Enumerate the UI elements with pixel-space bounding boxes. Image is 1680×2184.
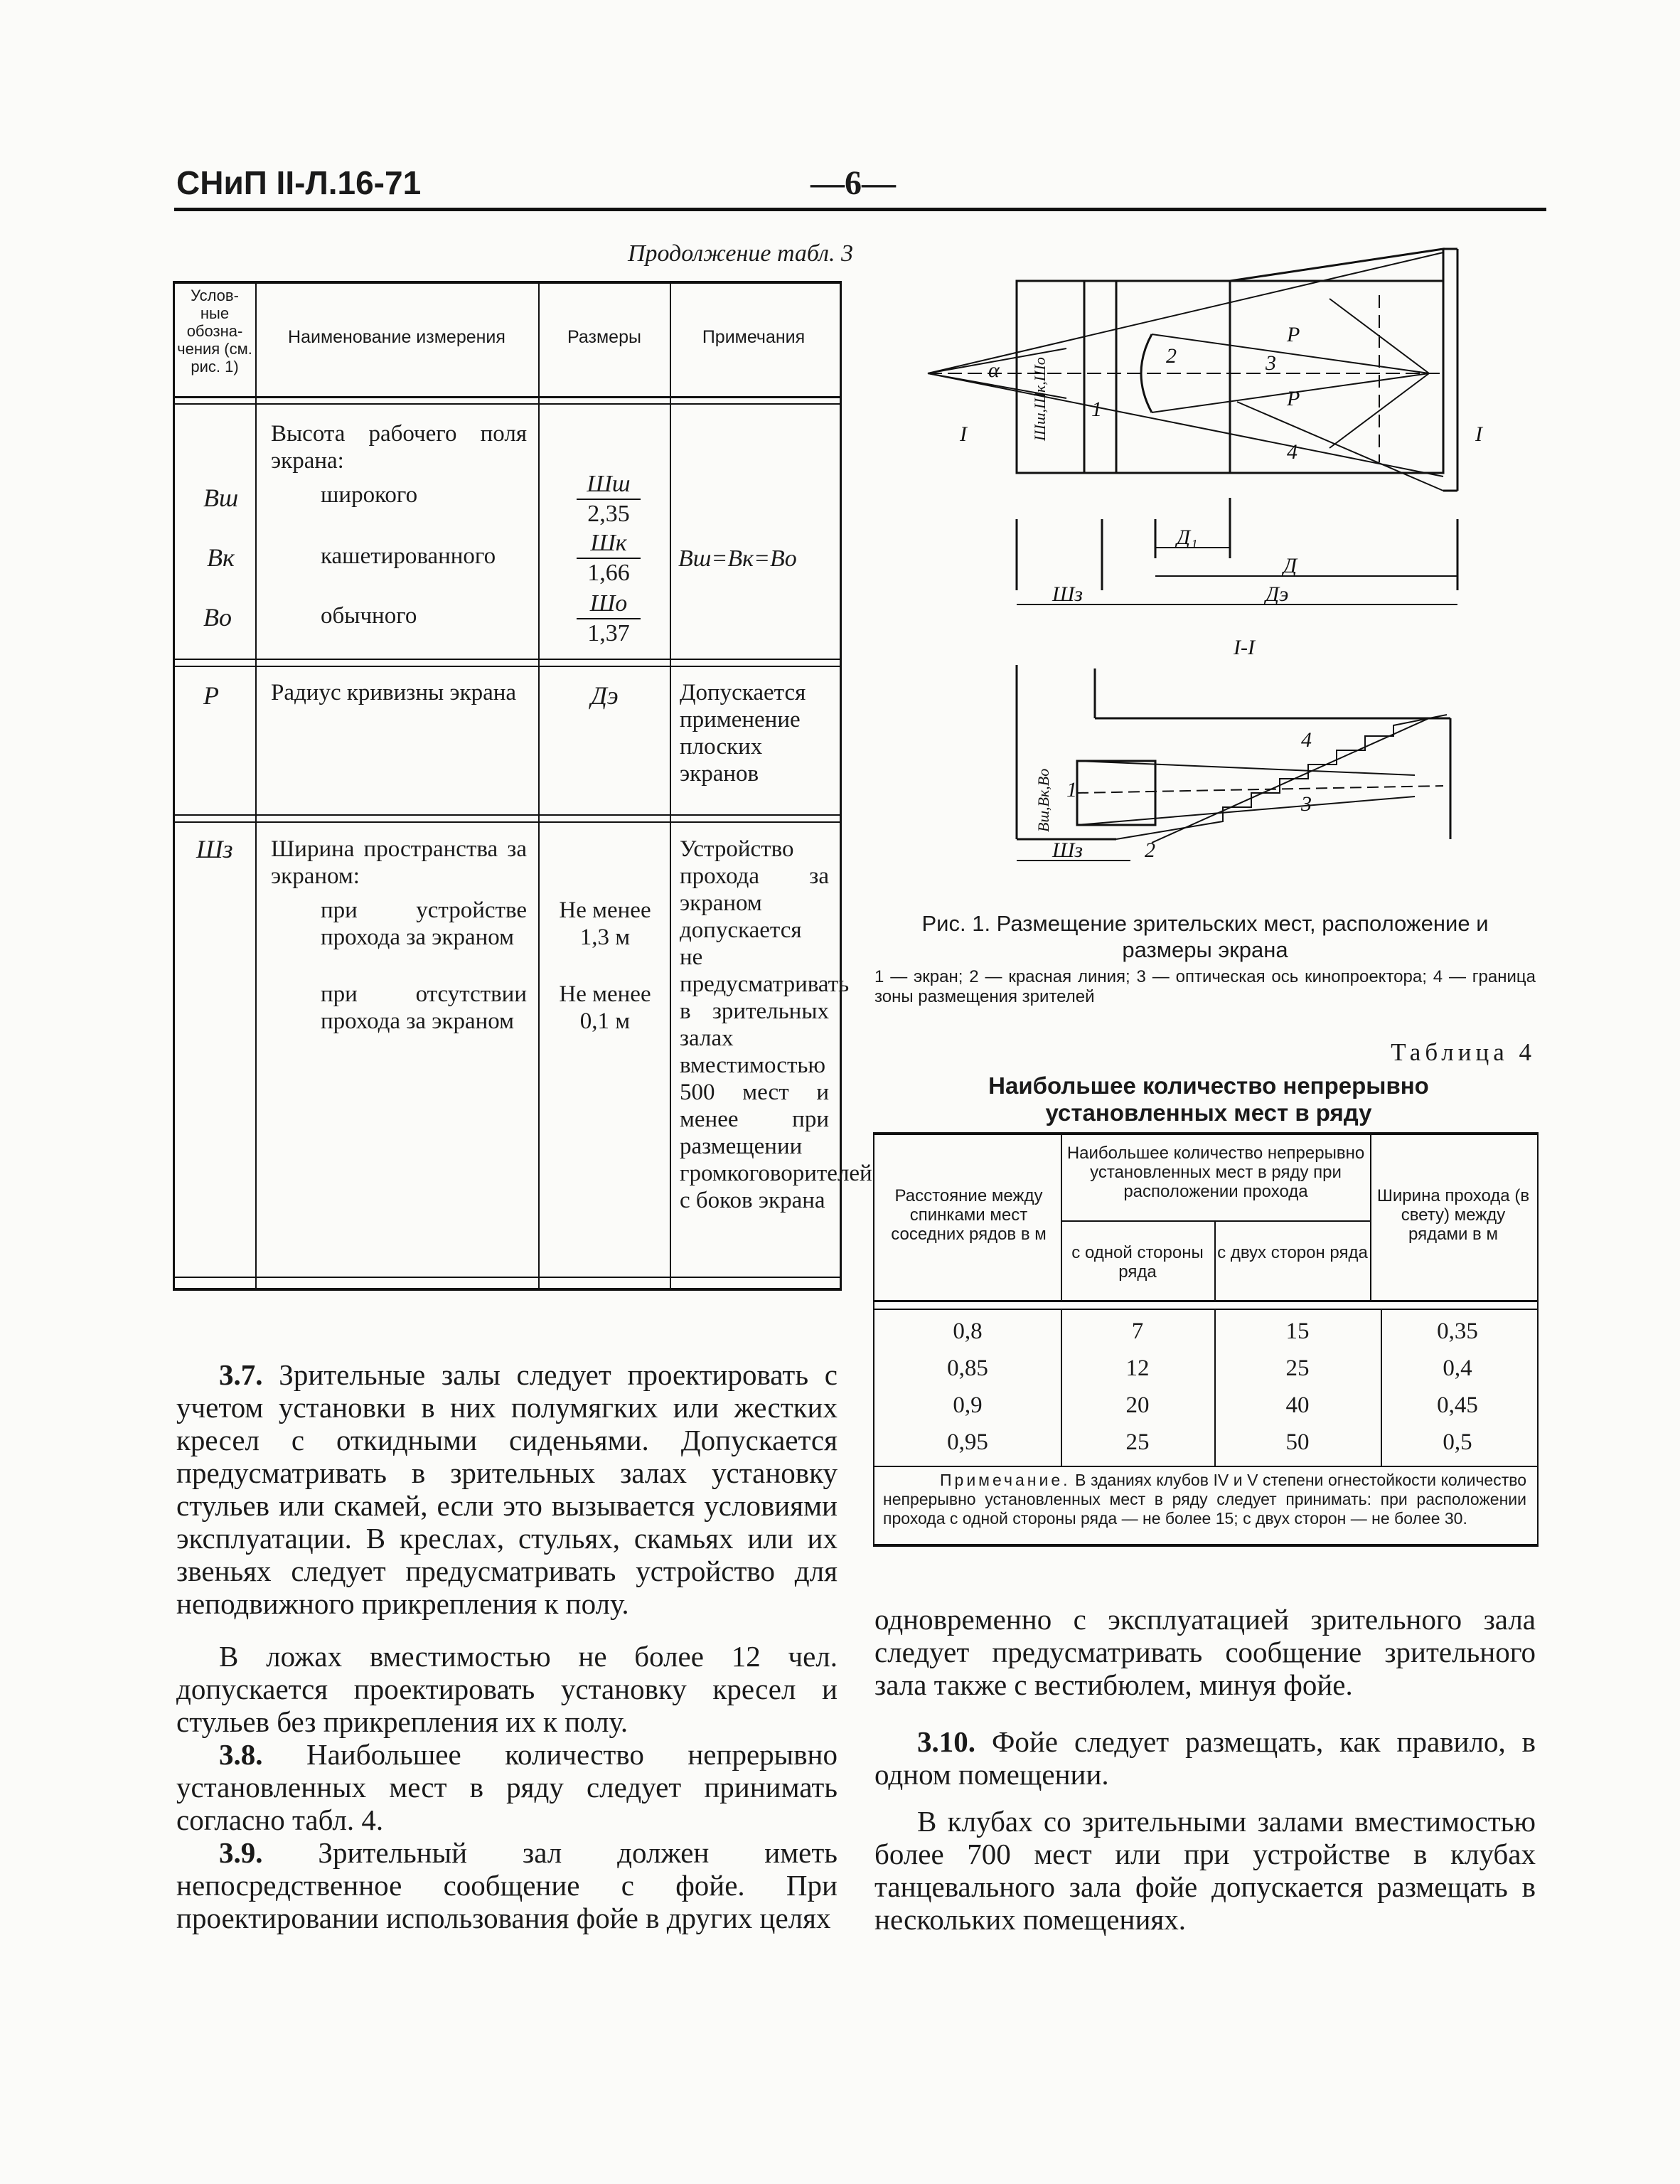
table4-cell: 0,45 xyxy=(1437,1392,1478,1418)
table4-cell: 0,9 xyxy=(953,1392,983,1418)
fraction-denominator: 1,37 xyxy=(587,620,630,646)
label-1: 1 xyxy=(1091,398,1102,421)
figure-1-diagram xyxy=(917,235,1543,896)
label-section-right: I xyxy=(1475,422,1482,446)
table4-cell: 25 xyxy=(1285,1355,1310,1381)
label-screen-widths: Шш,Шк,Шо xyxy=(1031,357,1049,441)
table4-header-two-sides: с двух сторон ряда xyxy=(1217,1243,1368,1262)
table4-header-distance: Расстояние между спинками мест соседних рядов в м xyxy=(891,1186,1047,1244)
table3-header-note: Примечания xyxy=(702,327,806,347)
label-alpha: α xyxy=(988,358,1000,382)
table3-name-radius: Радиус кривизны экрана xyxy=(271,680,517,705)
paragraph-3-8 xyxy=(176,1738,838,1836)
table4-cell: 25 xyxy=(1125,1429,1150,1455)
table3-name-cashed: кашетированного xyxy=(321,543,496,569)
paragraph-number: 3.10. xyxy=(917,1725,975,1758)
table3-symbol-vsh: Вш xyxy=(203,484,239,512)
table3-size-de: Дэ xyxy=(591,681,619,710)
table3-size-with-passage: Не менее 1,3 м xyxy=(559,897,651,950)
paragraph-3-7b: В ложах вместимостью не более 12 чел. допускается проектировать установку кресел и стульев без прикрепления их к полу. xyxy=(176,1640,838,1738)
fraction-numerator: Шш xyxy=(577,470,641,500)
label-de: Дэ xyxy=(1266,582,1289,606)
label-d1: Д₁ xyxy=(1177,526,1198,549)
table4-cell: 0,8 xyxy=(953,1319,983,1344)
table4-cell: 0,5 xyxy=(1443,1429,1472,1455)
fraction-denominator: 1,66 xyxy=(587,560,630,586)
table4-title: Таблица 4 xyxy=(1391,1038,1536,1066)
label-sh3: Шз xyxy=(1052,582,1083,606)
table3-header-name: Наименование измерения xyxy=(288,327,505,347)
paragraph-text: Наибольшее количество непрерывно установленных мест в ряду следует принимать согласно табл. 4. xyxy=(176,1738,838,1836)
figure-1-legend: 1 — экран; 2 — красная линия; 3 — оптическая ось кинопроектора; 4 — граница зоны размещения зрителей xyxy=(874,967,1536,1006)
table4-cell: 40 xyxy=(1285,1392,1310,1418)
paragraph-3-7 xyxy=(176,1358,838,1620)
table4-cell: 15 xyxy=(1285,1319,1310,1344)
figure-1-caption: Рис. 1. Размещение зрительских мест, расположение и размеры экрана xyxy=(921,911,1489,962)
table3-name-ordinary: обычного xyxy=(321,603,417,629)
table3-size-without-passage: Не менее 0,1 м xyxy=(559,981,651,1034)
table3-symbol-vk: Вк xyxy=(207,543,235,572)
table3-note-passage: Устройство прохода за экраном допускается не предусматривать в зрительных залах вместимостью 500 мест и менее при размещении громкоговорителей с боков экрана xyxy=(680,836,872,1213)
label-section-3: 3 xyxy=(1301,792,1312,816)
paragraph-3-9-continued: одновременно с эксплуатацией зрительного зала следует предусматривать сообщение зрительного зала также с вестибюлем, минуя фойе. xyxy=(874,1603,1536,1701)
label-d: Д xyxy=(1283,554,1298,577)
document-code: СНиП II-Л.16-71 xyxy=(176,164,422,201)
label-p: Р xyxy=(1287,323,1300,346)
fraction-denominator: 2,35 xyxy=(587,501,630,527)
table4-cell: 0,35 xyxy=(1437,1319,1478,1344)
table3-fraction-ordinary xyxy=(577,590,641,648)
table4-cell: 0,85 xyxy=(947,1355,988,1381)
table3-header-symbol: Услов-ные обозна-чения (см. рис. 1) xyxy=(177,287,252,375)
paragraph-text: Зрительный зал должен иметь непосредственное сообщение с фойе. При проектировании использования фойе в других целях xyxy=(176,1836,838,1934)
label-section-4: 4 xyxy=(1301,728,1312,752)
table4-cell: 50 xyxy=(1285,1429,1310,1455)
label-section-2: 2 xyxy=(1145,838,1155,862)
label-section-left: I xyxy=(960,422,967,446)
table3-group-note: Вш=Вк=Во xyxy=(678,545,797,572)
fraction-numerator: Шк xyxy=(577,529,641,559)
table3-continuation: Продолжение табл. 3 xyxy=(627,240,853,267)
table3-note-radius: Допускается применение плоских экранов xyxy=(680,680,806,787)
table4-cell: 7 xyxy=(1131,1319,1144,1344)
table3-sub-with-passage: при устройстве прохода за экраном xyxy=(321,897,527,950)
table4-note-label: Примечание. xyxy=(940,1471,1071,1489)
paragraph-number: 3.7. xyxy=(219,1358,263,1391)
table4-note-text: В зданиях клубов IV и V степени огнестойкости количество непрерывно установленных мест в ряду следует принимать: при расположении прохода с одной стороны ряда — не более 15; с двух сторон — не более 30. xyxy=(883,1471,1527,1528)
page-number: —6— xyxy=(810,164,896,202)
table3-fraction-wide xyxy=(577,470,641,528)
paragraph-number: 3.9. xyxy=(219,1836,263,1869)
table3-symbol-vo: Во xyxy=(203,603,232,632)
table3-name-space: Ширина пространства за экраном: xyxy=(271,836,527,889)
table4-header-group: Наибольшее количество непрерывно установленных мест в ряду при расположении прохода xyxy=(1066,1144,1365,1201)
table4-cell: 20 xyxy=(1125,1392,1150,1418)
table3 xyxy=(173,281,872,1291)
paragraph-3-10b: В клубах со зрительными залами вместимостью более 700 мест или при устройстве в клубах танцевального зала фойе допускается размещать в нескольких помещениях. xyxy=(874,1805,1536,1936)
label-screen-heights: Вш,Вк,Во xyxy=(1034,768,1052,832)
table4-cell: 0,95 xyxy=(947,1429,988,1455)
table4-cell: 0,4 xyxy=(1443,1355,1472,1381)
header-rule xyxy=(174,208,1546,211)
label-section-title: I-I xyxy=(1234,636,1255,659)
table4-heading: Наибольшее количество непрерывно установленных мест в ряду xyxy=(988,1072,1429,1126)
label-section-1: 1 xyxy=(1066,778,1077,801)
paragraph-text: Зрительные залы следует проектировать с учетом установки в них полумягких или жестких кресел с откидными сиденьями. Допускается предусматривать в зрительных залах установку стульев или скамей, если это вызывается условиями эксплуатации. В креслах, стульях, скамьях или их звеньях следует предусматривать устройство для неподвижного прикрепления к полу. xyxy=(176,1358,838,1620)
table3-header-size: Размеры xyxy=(567,327,641,347)
table3-symbol-p: Р xyxy=(203,681,219,710)
label-p2: Р xyxy=(1287,387,1300,410)
table4-header-aisle: Ширина прохода (в свету) между рядами в м xyxy=(1376,1186,1530,1244)
paragraph-3-10 xyxy=(874,1725,1536,1791)
table3-fraction-cashed xyxy=(577,529,641,587)
paragraph-3-9 xyxy=(176,1836,838,1934)
table4-note xyxy=(883,1471,1526,1528)
table3-sub-without-passage: при отсутствии прохода за экраном xyxy=(321,981,527,1034)
table3-symbol-sh3: Шз xyxy=(196,835,233,863)
fraction-numerator: Шо xyxy=(577,590,641,619)
label-4: 4 xyxy=(1287,440,1298,464)
paragraph-number: 3.8. xyxy=(219,1738,263,1771)
table4-cell: 12 xyxy=(1125,1355,1150,1381)
table4 xyxy=(873,1132,1539,1547)
label-2: 2 xyxy=(1166,344,1177,368)
table3-name-wide: широкого xyxy=(321,482,418,508)
label-3: 3 xyxy=(1266,351,1276,375)
paragraph-text: Фойе следует размещать, как правило, в одном помещении. xyxy=(874,1725,1536,1791)
table4-header-one-side: с одной стороны ряда xyxy=(1071,1243,1204,1282)
label-section-sh3: Шз xyxy=(1052,838,1083,862)
table3-group-label: Высота рабочего поля экрана: xyxy=(271,421,527,474)
